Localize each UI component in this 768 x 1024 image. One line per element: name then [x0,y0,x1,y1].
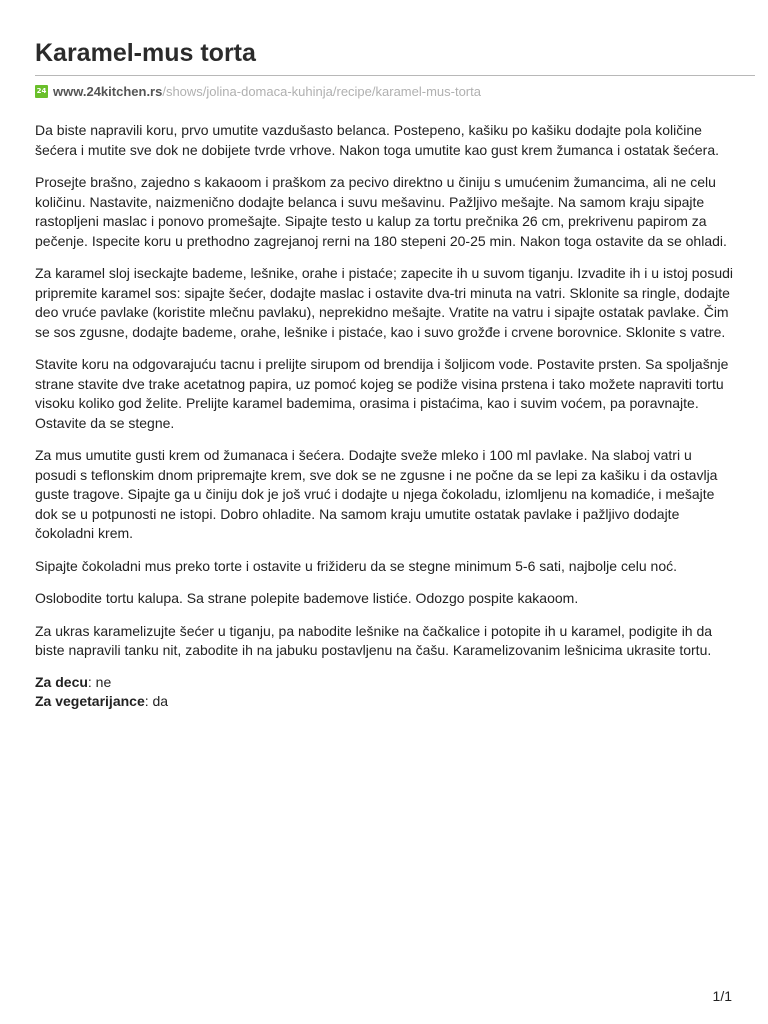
source-domain-link[interactable]: www.24kitchen.rs [53,84,163,99]
favicon-label: 24 [36,86,47,95]
site-favicon-icon [35,85,48,98]
recipe-title: Karamel-mus torta [35,39,256,67]
meta-kids-value: : ne [87,673,112,690]
document-page [35,38,755,712]
recipe-meta [35,673,735,712]
meta-vegetarian-value: : da [144,693,169,709]
meta-vegetarian-row [35,692,735,712]
meta-vegetarian-label: Za vegetarijance [35,693,145,709]
paragraph: Stavite koru na odgovarajuću tacnu i prelijte sirupom od brendija i šoljicom vode. Postavite prsten. Sa spoljašnje strane stavite dve trake acetatnog papira, uz pomoć kojeg se podiže visina prstena i tako možete napraviti tortu visoku koliko god želite. Prelijte karamel bademima, orasima i pistaćima, kao i suvim voćem, pa poravnajte. Ostavite da se stegne. [35,356,729,431]
page-number: 1/1 [712,988,732,1004]
title-divider [35,75,755,76]
paragraph: Za mus umutite gusti krem od žumanaca i šećera. Dodajte sveže mleko i 100 ml pavlake. Na slaboj vatri u posudi s teflonskim dnom pripremajte krem, sve dok se ne zgusne i ne počne da se lepi za kašiku i da ostavlja guste tragove. Sipajte ga u činiju dok je još vruć i dodajte u njega čokoladu, izlomljenu na komadiće, i mešajte dok se u potpunosti ne istopi. Dobro ohladite. Na samom kraju umutite ostatak pavlake i pažljivo dodajte čokoladni krem. [35,447,718,541]
source-link[interactable] [35,83,755,101]
paragraph: Za ukras karamelizujte šećer u tiganju, pa nabodite lešnike na čačkalice i potopite ih u karamel, podigite ih da biste napravili tanku nit, zabodite ih na jabuku postavljenu na čašu. Karamelizovanim lešnicima ukrasite tortu. [35,622,713,658]
meta-kids-label: Za decu [35,673,88,690]
meta-kids-row [35,673,735,693]
paragraph: Za karamel sloj iseckajte bademe, lešnike, orahe i pistaće; zapecite ih u suvom tiganju. Izvadite ih i u istoj posudi pripremite karamel sos: sipajte šećer, dodajte maslac i ostavite dva-tri minuta na vatri. Sklonite sa ringle, dodajte deo vruće pavlake (koristite mlečnu pavlaku), neprekidno mešajte. Vratite na vatru i sipajte ostatak pavlake. Čim se sos zgusne, dodajte bademe, orahe, lešnike i pistaće, kao i suvo grožđe i crvene borovnice. Sklonite s vatre. [35,265,734,340]
paragraph: Oslobodite tortu kalupa. Sa strane polepite bademove listiće. Odozgo pospite kakaoom. [35,590,579,606]
paragraph: Prosejte brašno, zajedno s kakaoom i praškom za pecivo direktno u činiju s umućenim žumancima, ali ne celu količinu. Nastavite, naizmenično dodajte belanca i suvu mešavinu. Pažljivo mešajte. Na samom kraju sipajte rastopljeni maslac i ponovo promešajte. Sipajte testo u kalup za tortu prečnika 26 cm, prekrivenu papirom za pečenje. Ispecite koru u prethodno zagrejanoj rerni na 180 stepeni 20-25 min. Nakon toga ostavite da se ohladi. [35,174,727,249]
source-path-link[interactable]: /shows/jolina-domaca-kuhinja/recipe/karamel-mus-torta [162,84,481,99]
recipe-instructions [35,121,735,712]
paragraph: Da biste napravili koru, prvo umutite vazdušasto belanca. Postepeno, kašiku po kašiku dodajte pola količine šećera i mutite sve dok ne dobijete tvrde vrhove. Nakon toga umutite kao gust krem žumanca i ostatak šećera. [35,122,720,158]
paragraph: Sipajte čokoladni mus preko torte i ostavite u frižideru da se stegne minimum 5-6 sati, najbolje celu noć. [35,557,677,574]
